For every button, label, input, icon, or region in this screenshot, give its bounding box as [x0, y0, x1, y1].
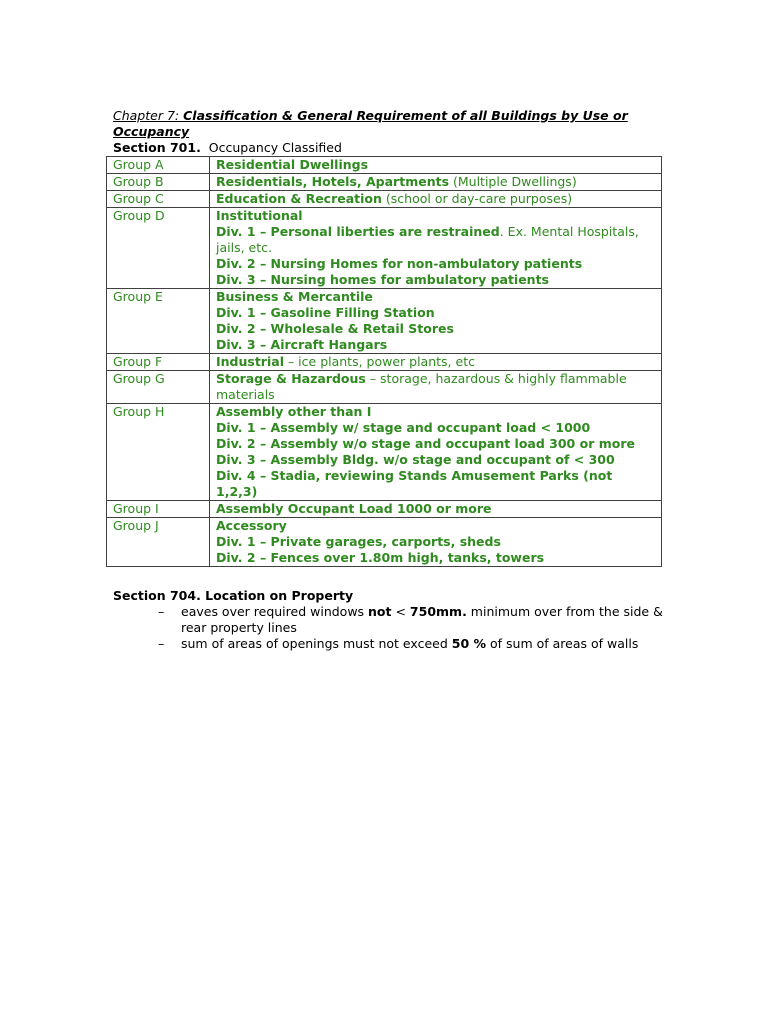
description-cell: [210, 174, 662, 191]
description-cell: [210, 501, 662, 518]
description-line: [216, 157, 655, 173]
description-line: [216, 518, 655, 534]
table-row: [107, 404, 662, 501]
bullet-bold-text: not: [368, 604, 392, 619]
description-line: [216, 452, 655, 468]
group-cell: Group H: [107, 404, 210, 501]
description-bold-text: Div. 2 – Wholesale & Retail Stores: [216, 321, 454, 336]
table-row: [107, 501, 662, 518]
description-line: [216, 371, 655, 403]
table-row: [107, 289, 662, 354]
occupancy-table: [106, 156, 662, 567]
description-normal-text: (Multiple Dwellings): [449, 174, 577, 189]
section-701-number: Section 701.: [113, 140, 201, 155]
description-bold-text: Div. 1 – Gasoline Filling Station: [216, 305, 435, 320]
description-line: [216, 321, 655, 337]
dash-bullet-icon: –: [158, 636, 165, 651]
table-row: [107, 157, 662, 174]
group-cell: Group J: [107, 518, 210, 567]
section-701-title: Occupancy Classified: [208, 140, 342, 155]
description-bold-text: Industrial: [216, 354, 284, 369]
description-bold-text: Assembly Occupant Load 1000 or more: [216, 501, 492, 516]
description-cell: [210, 518, 662, 567]
group-cell: Group F: [107, 354, 210, 371]
bullet-text: of sum of areas of walls: [486, 636, 639, 651]
description-line: [216, 501, 655, 517]
table-row: [107, 518, 662, 567]
section-701-heading: [113, 140, 653, 156]
occupancy-table-body: [107, 157, 662, 567]
table-row: [107, 354, 662, 371]
group-cell: Group B: [107, 174, 210, 191]
description-normal-text: – ice plants, power plants, etc: [283, 354, 475, 369]
description-line: [216, 468, 655, 500]
description-bold-text: Div. 3 – Assembly Bldg. w/o stage and occupant of < 300: [216, 452, 615, 467]
description-normal-text: . Ex. Mental Hospitals, jails, etc.: [216, 224, 639, 255]
description-cell: [210, 157, 662, 174]
description-line: [216, 256, 655, 272]
description-line: [216, 305, 655, 321]
bullet-item: [113, 604, 673, 636]
group-cell: Group A: [107, 157, 210, 174]
description-bold-text: Div. 2 – Assembly w/o stage and occupant load 300 or more: [216, 436, 635, 451]
chapter-title: Classification & General Requirement of all Buildings by Use or Occupancy: [113, 108, 628, 139]
group-cell: Group D: [107, 208, 210, 289]
description-line: [216, 224, 655, 256]
group-cell: Group G: [107, 371, 210, 404]
chapter-heading: [113, 108, 653, 140]
description-bold-text: Residentials, Hotels, Apartments: [216, 174, 450, 189]
dash-bullet-icon: –: [158, 604, 165, 619]
chapter-label: Chapter 7:: [113, 108, 180, 123]
section-704-bullets: [113, 604, 673, 652]
bullet-text: eaves over required windows: [181, 604, 369, 619]
group-cell: Group C: [107, 191, 210, 208]
description-bold-text: Institutional: [216, 208, 303, 223]
description-bold-text: Div. 1 – Assembly w/ stage and occupant load < 1000: [216, 420, 591, 435]
description-bold-text: Div. 4 – Stadia, reviewing Stands Amusement Parks (not 1,2,3): [216, 468, 613, 499]
description-cell: [210, 289, 662, 354]
description-normal-text: (school or day-care purposes): [381, 191, 573, 206]
chapter-title-block: [113, 108, 653, 156]
bullet-text: sum of areas of openings must not exceed: [181, 636, 452, 651]
section-704-heading: Section 704. Location on Property: [113, 588, 354, 603]
section-704: [113, 588, 673, 652]
description-line: [216, 404, 655, 420]
description-line: [216, 191, 655, 207]
table-row: [107, 208, 662, 289]
description-line: [216, 337, 655, 353]
description-line: [216, 174, 655, 190]
table-row: [107, 371, 662, 404]
bullet-item: [113, 636, 673, 652]
bullet-text: <: [391, 604, 410, 619]
description-bold-text: Accessory: [216, 518, 287, 533]
description-bold-text: Div. 3 – Aircraft Hangars: [216, 337, 388, 352]
description-bold-text: Residential Dwellings: [216, 157, 369, 172]
bullet-text: minimum over from the side & rear property lines: [181, 604, 663, 635]
description-normal-text: – storage, hazardous & highly flammable materials: [216, 371, 627, 402]
description-line: [216, 354, 655, 370]
description-cell: [210, 191, 662, 208]
description-bold-text: Business & Mercantile: [216, 289, 373, 304]
group-cell: Group I: [107, 501, 210, 518]
description-bold-text: Div. 3 – Nursing homes for ambulatory patients: [216, 272, 550, 287]
description-cell: [210, 354, 662, 371]
table-row: [107, 191, 662, 208]
description-line: [216, 436, 655, 452]
description-bold-text: Education & Recreation: [216, 191, 382, 206]
description-line: [216, 420, 655, 436]
description-bold-text: Storage & Hazardous: [216, 371, 366, 386]
description-bold-text: Div. 1 – Personal liberties are restrained: [216, 224, 500, 239]
table-row: [107, 174, 662, 191]
bullet-bold-text: 750mm.: [409, 604, 467, 619]
description-bold-text: Div. 2 – Fences over 1.80m high, tanks, towers: [216, 550, 545, 565]
group-cell: Group E: [107, 289, 210, 354]
description-line: [216, 272, 655, 288]
description-cell: [210, 371, 662, 404]
description-cell: [210, 404, 662, 501]
description-bold-text: Div. 1 – Private garages, carports, sheds: [216, 534, 501, 549]
description-bold-text: Div. 2 – Nursing Homes for non-ambulatory patients: [216, 256, 583, 271]
description-cell: [210, 208, 662, 289]
bullet-bold-text: 50 %: [451, 636, 487, 651]
description-bold-text: Assembly other than I: [216, 404, 372, 419]
description-line: [216, 289, 655, 305]
description-line: [216, 208, 655, 224]
description-line: [216, 534, 655, 550]
description-line: [216, 550, 655, 566]
